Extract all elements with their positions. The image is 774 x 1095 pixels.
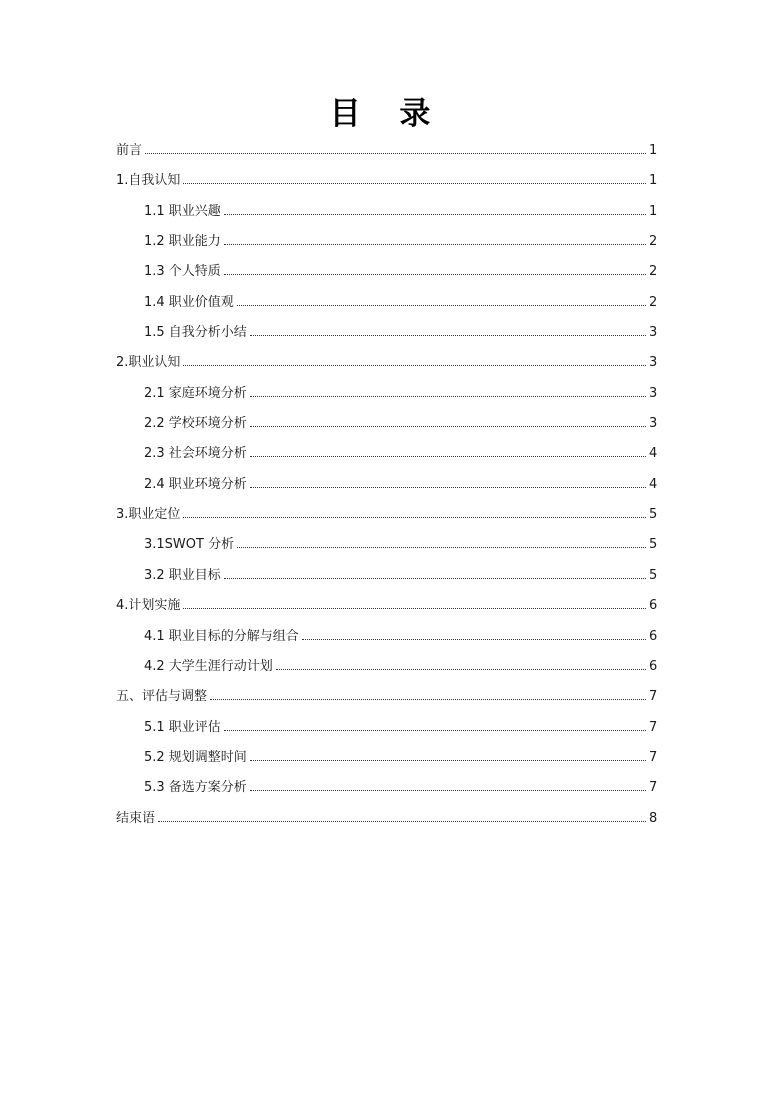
toc-entry[interactable]	[116, 773, 657, 803]
toc-entry[interactable]	[116, 136, 657, 166]
toc-dot-leader	[158, 810, 646, 822]
toc-entry[interactable]	[116, 743, 657, 773]
toc-entry-label: 2.3 社会环境分析	[144, 446, 247, 462]
toc-entry-page-number: 7	[649, 749, 658, 765]
toc-entry-label: 1.2 职业能力	[144, 234, 221, 250]
toc-entry-page-number: 2	[649, 234, 658, 250]
toc-entry-label: 五、评估与调整	[116, 689, 208, 705]
toc-entry-label: 1.5 自我分析小结	[144, 325, 247, 341]
page-title: 目 录	[329, 96, 445, 132]
toc-entry[interactable]	[116, 804, 657, 834]
toc-entry-page-number: 1	[649, 143, 658, 158]
toc-entry-label: 4.计划实施	[116, 598, 181, 614]
toc-entry[interactable]	[116, 379, 657, 409]
toc-dot-leader	[183, 354, 646, 366]
toc-dot-leader	[250, 445, 646, 457]
toc-entry[interactable]	[116, 348, 657, 378]
toc-dot-leader	[224, 233, 646, 245]
toc-entry-page-number: 5	[649, 567, 658, 583]
toc-entry-label: 4.2 大学生涯行动计划	[144, 658, 273, 674]
toc-entry-page-number: 4	[649, 476, 658, 492]
toc-entry-label: 2.4 职业环境分析	[144, 476, 247, 492]
toc-entry-page-number: 6	[649, 628, 658, 644]
toc-dot-leader	[224, 203, 646, 215]
toc-entry-page-number: 8	[649, 810, 658, 826]
toc-entry[interactable]	[116, 682, 657, 712]
toc-entry-label: 结束语	[116, 810, 156, 826]
toc-dot-leader	[210, 688, 646, 700]
toc-entry[interactable]	[116, 713, 657, 743]
toc-entry[interactable]	[116, 288, 657, 318]
toc-dot-leader	[250, 415, 646, 427]
toc-entry[interactable]	[116, 530, 657, 560]
toc-entry[interactable]	[116, 409, 657, 439]
toc-entry-label: 2.1 家庭环境分析	[144, 385, 247, 401]
toc-entry-page-number: 7	[649, 689, 658, 705]
toc-entry-page-number: 7	[649, 719, 658, 735]
toc-entry-label: 5.3 备选方案分析	[144, 780, 247, 796]
toc-entry-label: 2.2 学校环境分析	[144, 416, 247, 432]
toc-entry-page-number: 3	[649, 385, 658, 401]
toc-dot-leader	[183, 506, 646, 518]
toc-dot-leader	[183, 172, 646, 184]
toc-entry[interactable]	[116, 439, 657, 469]
toc-entry[interactable]	[116, 257, 657, 287]
toc-dot-leader	[250, 476, 646, 488]
toc-entry-label: 2.职业认知	[116, 355, 181, 371]
toc-entry-label: 1.4 职业价值观	[144, 294, 234, 310]
toc-dot-leader	[224, 263, 646, 275]
toc-dot-leader	[250, 324, 646, 336]
toc-entry-label: 4.1 职业目标的分解与组合	[144, 628, 299, 644]
toc-entry-page-number: 3	[649, 355, 658, 371]
toc-entry-page-number: 1	[649, 203, 658, 219]
toc-dot-leader	[145, 142, 646, 154]
toc-dot-leader	[276, 658, 646, 670]
toc-entry-label: 3.职业定位	[116, 507, 181, 523]
toc-entry-label: 3.1SWOT 分析	[144, 537, 235, 553]
toc-entry-page-number: 4	[649, 446, 658, 462]
toc-entry[interactable]	[116, 318, 657, 348]
toc-dot-leader	[224, 719, 646, 731]
toc-dot-leader	[237, 294, 646, 306]
toc-entry[interactable]	[116, 591, 657, 621]
toc-entry[interactable]	[116, 652, 657, 682]
toc-entry-page-number: 5	[649, 507, 658, 523]
toc-entry-page-number: 7	[649, 780, 658, 796]
toc-entry[interactable]	[116, 197, 657, 227]
toc-dot-leader	[183, 597, 646, 609]
toc-dot-leader	[250, 385, 646, 397]
toc-entry-page-number: 3	[649, 325, 658, 341]
toc-entry-label: 1.3 个人特质	[144, 264, 221, 280]
toc-dot-leader	[250, 749, 646, 761]
toc-dot-leader	[224, 567, 646, 579]
toc-dot-leader	[237, 536, 646, 548]
toc-entry-page-number: 6	[649, 598, 658, 614]
toc-entry[interactable]	[116, 500, 657, 530]
toc-entry-page-number: 5	[649, 537, 658, 553]
toc-entry-label: 5.1 职业评估	[144, 719, 221, 735]
table-of-contents	[116, 136, 657, 834]
toc-entry-page-number: 1	[649, 173, 658, 189]
toc-entry-label: 3.2 职业目标	[144, 567, 221, 583]
toc-entry-label: 1.自我认知	[116, 173, 181, 189]
toc-entry[interactable]	[116, 470, 657, 500]
toc-dot-leader	[302, 628, 646, 640]
toc-entry-page-number: 2	[649, 294, 658, 310]
toc-entry[interactable]	[116, 227, 657, 257]
toc-entry[interactable]	[116, 622, 657, 652]
toc-entry-page-number: 2	[649, 264, 658, 280]
toc-entry-label: 前言	[116, 143, 143, 158]
toc-entry-label: 1.1 职业兴趣	[144, 203, 221, 219]
toc-entry[interactable]	[116, 166, 657, 196]
toc-entry[interactable]	[116, 561, 657, 591]
toc-entry-label: 5.2 规划调整时间	[144, 749, 247, 765]
toc-dot-leader	[250, 779, 646, 791]
toc-entry-page-number: 3	[649, 416, 658, 432]
toc-entry-page-number: 6	[649, 658, 658, 674]
